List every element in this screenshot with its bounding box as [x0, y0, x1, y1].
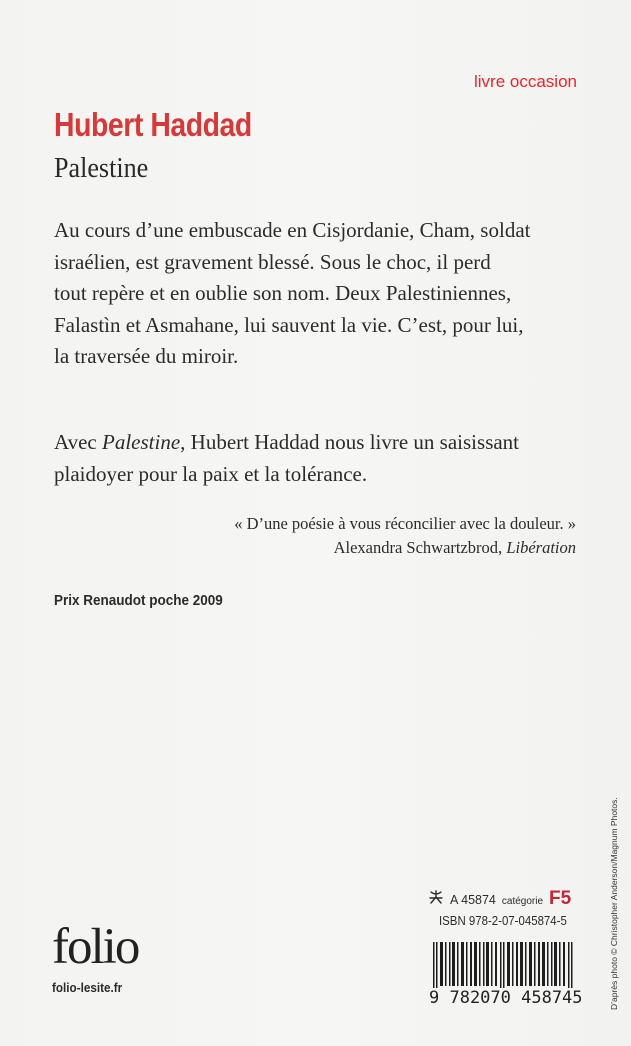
synopsis-line: Falastìn et Asmahane, lui sauvent la vie. C’est, pour lui,: [54, 312, 524, 337]
gallimard-logo-icon: [428, 890, 444, 904]
summary-text: , Hubert Haddad nous livre un saisissant: [180, 430, 520, 454]
summary-paragraph: [54, 427, 614, 490]
synopsis-paragraph: [54, 215, 614, 373]
barcode-icon: [431, 942, 577, 992]
publisher-website: folio-lesite.fr: [52, 980, 123, 995]
summary-line: plaidoyer pour la paix et la tolérance.: [54, 461, 368, 486]
category-label: catégorie: [501, 896, 544, 907]
press-review: [234, 512, 576, 560]
book-title: Palestine: [54, 152, 149, 184]
isbn: ISBN 978-2-07-045874-5: [439, 913, 567, 928]
photo-credit: D’après photo © Christopher Anderson/Magnum Photos.: [609, 797, 619, 1010]
synopsis-line: la traversée du miroir.: [54, 344, 239, 368]
review-publication: Libération: [506, 538, 576, 557]
used-book-label: livre occasion: [474, 72, 577, 91]
barcode-digits: 9 782070 458745: [429, 988, 583, 1008]
award-line: Prix Renaudot poche 2009: [54, 592, 223, 609]
author-name: Hubert Haddad: [54, 106, 252, 143]
summary-line: [54, 427, 614, 459]
review-quote: « D’une poésie à vous réconcilier avec la douleur. »: [234, 514, 576, 533]
synopsis-line: Au cours d’une embuscade en Cisjordanie, Cham, soldat: [54, 218, 531, 242]
category-code: F5: [549, 888, 572, 909]
publisher-logo: folio: [52, 919, 139, 975]
summary-title-italic: Palestine: [102, 430, 181, 454]
review-attribution: [234, 536, 576, 560]
catalog-code-line: [428, 888, 571, 910]
summary-text: Avec: [54, 430, 102, 454]
synopsis-line: israélien, est gravement blessé. Sous le choc, il perd: [54, 249, 491, 274]
review-critic: Alexandra Schwartzbrod,: [333, 538, 507, 557]
catalog-code: A 45874: [450, 893, 496, 907]
synopsis-line: tout repère et en oublie son nom. Deux Palestiniennes,: [54, 281, 512, 305]
